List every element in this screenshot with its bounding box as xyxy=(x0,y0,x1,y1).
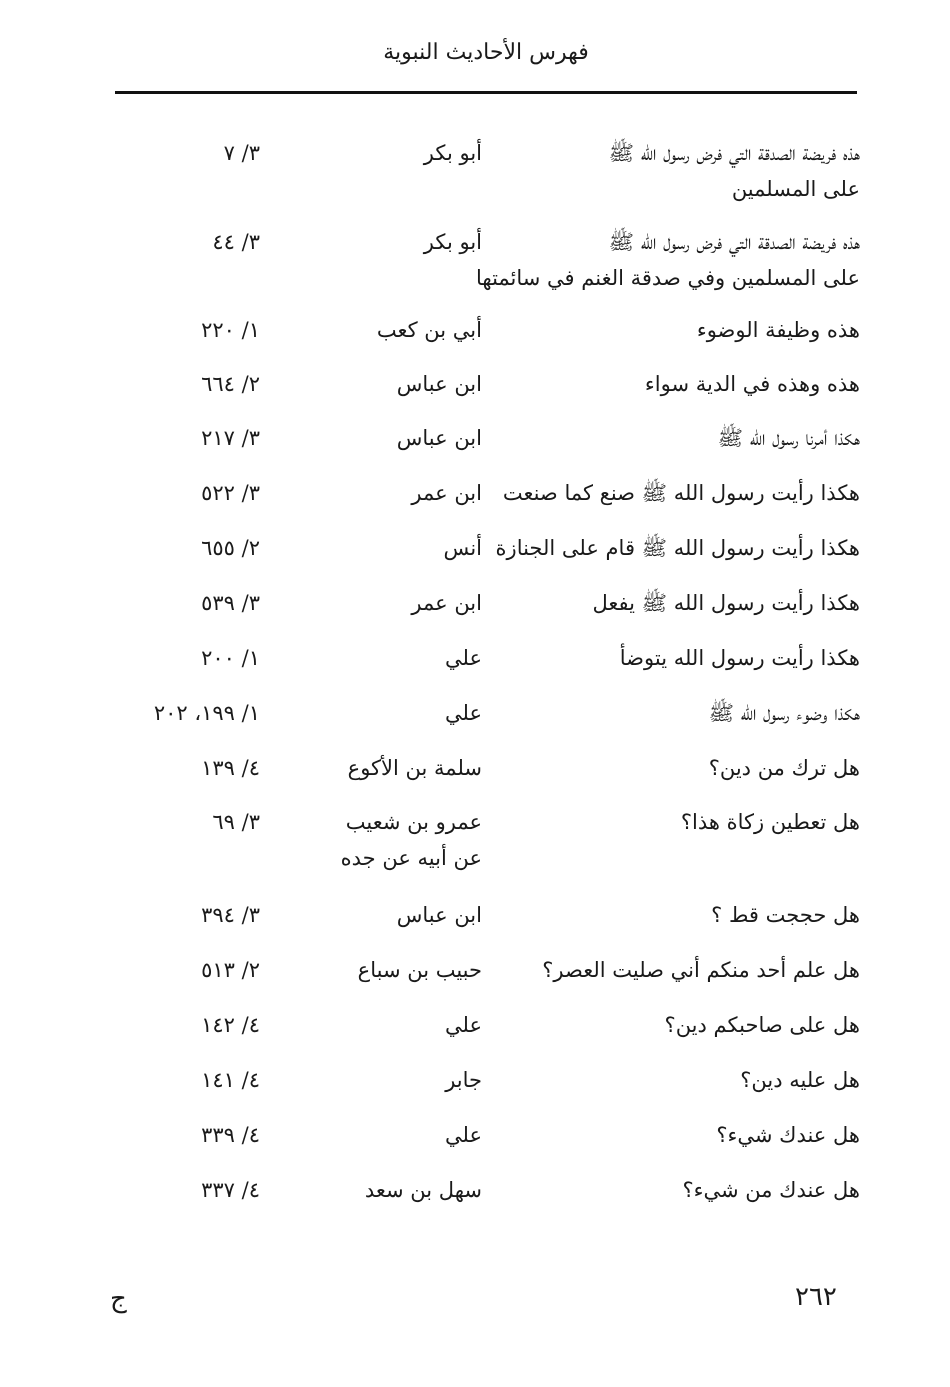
narrator xyxy=(312,1172,482,1208)
hadith-text xyxy=(510,420,860,456)
narrator-line: ابن عمر xyxy=(411,481,482,505)
narrator xyxy=(312,804,482,876)
hadith-text-line: هل عندك شيء؟ xyxy=(716,1123,860,1147)
narrator xyxy=(312,420,482,456)
volume-page-ref: ٣/ ٣٩٤ xyxy=(201,903,260,927)
volume-page-ref: ٣/ ٢١٧ xyxy=(201,426,260,450)
narrator xyxy=(312,897,482,933)
hadith-text xyxy=(510,897,860,933)
hadith-text-line: هل حججت قط ؟ xyxy=(711,903,860,927)
hadith-text xyxy=(495,530,860,566)
narrator-line: علي xyxy=(445,701,482,725)
narrator xyxy=(312,135,482,171)
narrator-line: سلمة بن الأكوع xyxy=(347,756,482,780)
narrator-line: أبو بكر xyxy=(423,141,482,165)
volume-page-ref: ١/ ٢٢٠ xyxy=(201,318,260,342)
narrator-line: أبي بن كعب xyxy=(376,318,482,342)
hadith-text-line: هذه وظيفة الوضوء xyxy=(696,318,860,342)
volume-page-ref: ٣/ ٤٤ xyxy=(212,230,260,254)
volume-page-ref: ٢/ ٥١٣ xyxy=(201,958,260,982)
volume-page-ref: ٤/ ١٣٩ xyxy=(201,756,260,780)
narrator-line: علي xyxy=(445,1123,482,1147)
hadith-text-line: هكذا رأيت رسول الله يتوضأ xyxy=(619,646,860,670)
hadith-text xyxy=(510,695,860,731)
page-header-title: فهرس الأحاديث النبوية xyxy=(383,40,589,65)
narrator-line: علي xyxy=(445,646,482,670)
hadith-text-line: هكذا وضوء رسول الله ﷺ xyxy=(708,701,860,725)
narrator xyxy=(312,312,482,348)
hadith-text-line: هل عليه دين؟ xyxy=(740,1068,860,1092)
hadith-text-line: هذه فريضة الصدقة التي فرض رسول الله ﷺ xyxy=(608,141,860,165)
hadith-text-line: هل على صاحبكم دين؟ xyxy=(664,1013,860,1037)
volume-page-ref: ٣/ ٦٩ xyxy=(212,810,260,834)
hadith-text-line: على المسلمين وفي صدقة الغنم في سائمتها xyxy=(475,266,860,290)
narrator xyxy=(312,224,482,260)
volume-page-ref: ٤/ ٣٣٩ xyxy=(201,1123,260,1147)
narrator xyxy=(312,750,482,786)
narrator-line: أنس xyxy=(443,536,482,560)
volume-page-ref: ٣/ ٥٣٩ xyxy=(201,591,260,615)
narrator xyxy=(312,952,482,988)
narrator-line: علي xyxy=(445,1013,482,1037)
hadith-text-line: هل تعطين زكاة هذا؟ xyxy=(680,810,860,834)
hadith-text xyxy=(510,1172,860,1208)
hadith-text xyxy=(502,475,860,511)
hadith-text-line: هل ترك من دين؟ xyxy=(708,756,860,780)
narrator-line: ابن عمر xyxy=(411,591,482,615)
header-rule xyxy=(115,91,857,94)
narrator xyxy=(312,366,482,402)
hadith-text xyxy=(510,1007,860,1043)
volume-page-ref: ٢/ ٦٦٤ xyxy=(201,372,260,396)
narrator-line: ابن عباس xyxy=(396,426,482,450)
narrator xyxy=(312,695,482,731)
hadith-text xyxy=(510,1117,860,1153)
narrator-line: جابر xyxy=(445,1068,482,1092)
hadith-text xyxy=(510,804,860,840)
volume-page-ref: ٣/ ٧ xyxy=(223,141,260,165)
volume-page-ref: ٤/ ١٤١ xyxy=(201,1068,260,1092)
hadith-text-line: هل علم أحد منكم أني صليت العصر؟ xyxy=(542,958,860,982)
hadith-text-line: هكذا أمرنا رسول الله ﷺ xyxy=(717,426,860,450)
hadith-text xyxy=(510,585,860,621)
hadith-text xyxy=(510,1062,860,1098)
narrator-line: ابن عباس xyxy=(396,903,482,927)
hadith-text xyxy=(510,135,860,207)
narrator-line: عن أبيه عن جده xyxy=(340,846,482,870)
volume-page-ref: ٤/ ٣٣٧ xyxy=(201,1178,260,1202)
hadith-text xyxy=(510,952,860,988)
volume-page-ref: ١/ ٢٠٠ xyxy=(201,646,260,670)
narrator xyxy=(312,475,482,511)
hadith-text-line: هل عندك من شيء؟ xyxy=(682,1178,860,1202)
narrator xyxy=(312,1007,482,1043)
hadith-text-line: هكذا رأيت رسول الله ﷺ قام على الجنازة xyxy=(495,536,860,560)
narrator xyxy=(312,585,482,621)
narrator xyxy=(312,1117,482,1153)
hadith-text-line: هذه وهذه في الدية سواء xyxy=(644,372,860,396)
volume-page-ref: ١/ ١٩٩، ٢٠٢ xyxy=(153,701,260,725)
narrator-line: أبو بكر xyxy=(423,230,482,254)
volume-page-ref: ٢/ ٦٥٥ xyxy=(201,536,260,560)
hadith-text xyxy=(510,366,860,402)
narrator xyxy=(312,530,482,566)
volume-page-ref: ٣/ ٥٢٢ xyxy=(201,481,260,505)
hadith-text-line: هكذا رأيت رسول الله ﷺ يفعل xyxy=(592,591,860,615)
narrator xyxy=(312,640,482,676)
signature-mark: ج xyxy=(110,1284,127,1314)
hadith-text xyxy=(510,750,860,786)
narrator xyxy=(312,1062,482,1098)
hadith-text-line: على المسلمين xyxy=(731,177,860,201)
page-number: ٢٦٢ xyxy=(795,1282,837,1312)
narrator-line: حبيب بن سباع xyxy=(357,958,482,982)
hadith-text xyxy=(510,312,860,348)
hadith-text-line: هكذا رأيت رسول الله ﷺ صنع كما صنعت xyxy=(502,481,860,505)
hadith-text xyxy=(510,640,860,676)
hadith-text xyxy=(475,224,860,296)
volume-page-ref: ٤/ ١٤٢ xyxy=(201,1013,260,1037)
hadith-text-line: هذه فريضة الصدقة التي فرض رسول الله ﷺ xyxy=(608,230,860,254)
narrator-line: سهل بن سعد xyxy=(364,1178,482,1202)
narrator-line: ابن عباس xyxy=(396,372,482,396)
narrator-line: عمرو بن شعيب xyxy=(345,810,482,834)
